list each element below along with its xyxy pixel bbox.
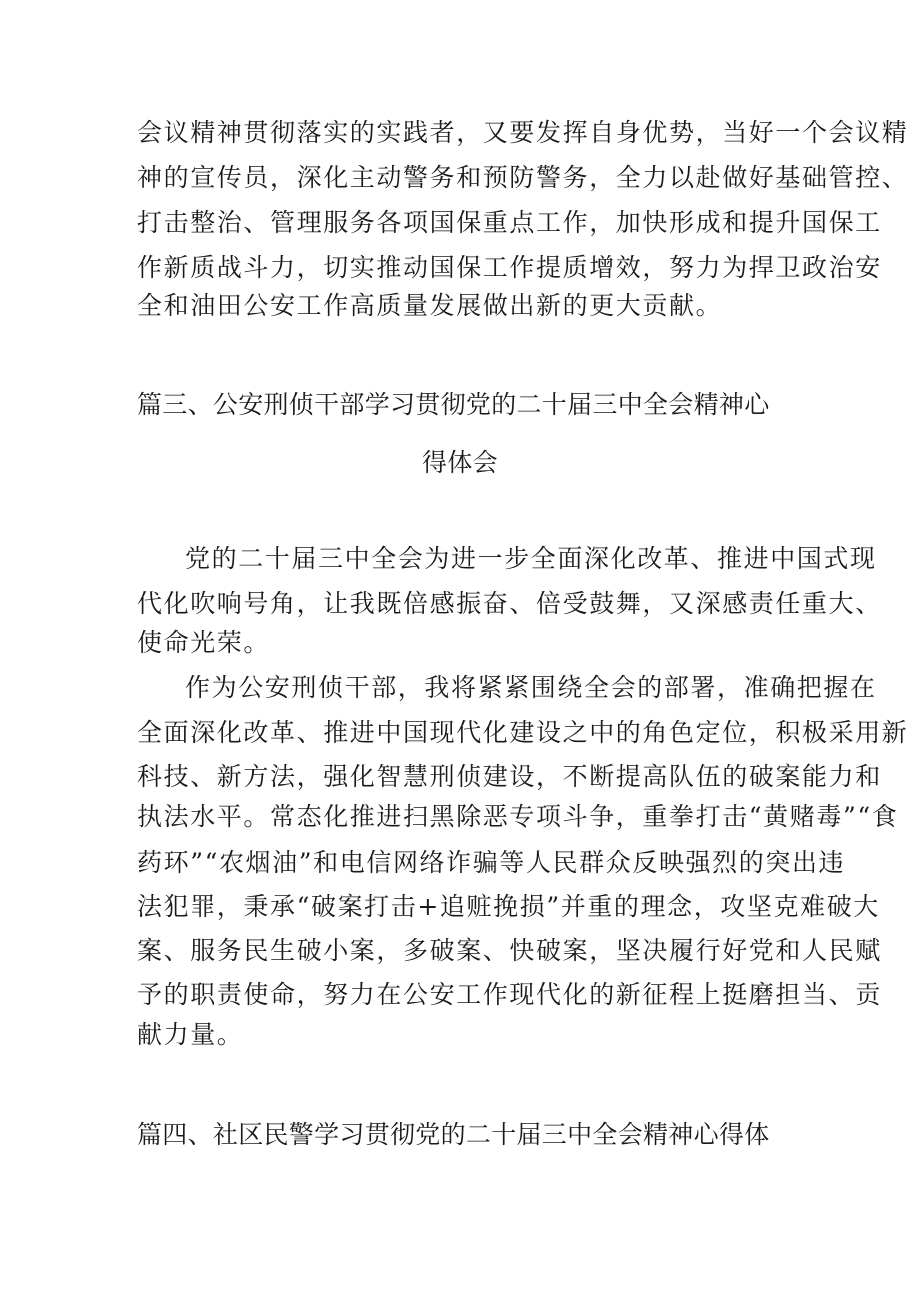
section3-title-line-2: 得体会 [422,448,498,477]
section3-paragraph1-line-2: 代化吹响号角，让我既倍感振奋、倍受鼓舞，又深感责任重大、 [137,589,882,618]
section3-paragraph2-line-3: 科技、新方法，强化智慧刑侦建设，不断提高队伍的破案能力和 [137,762,882,791]
section3-paragraph2-line-4: 执法水平。常态化推进扫黑除恶专项斗争，重拳打击“黄赌毒”“食 [137,802,899,831]
section3-paragraph2-line-9: 献力量。 [137,1020,244,1049]
intro-paragraph-line-2: 神的宣传员，深化主动警务和预防警务，全力以赴做好基础管控、 [137,163,909,192]
intro-paragraph-line-1: 会议精神贯彻落实的实践者，又要发挥自身优势，当好一个会议精 [137,118,909,147]
intro-paragraph-line-3: 打击整治、管理服务各项国保重点工作，加快形成和提升国保工 [137,208,882,237]
intro-paragraph-line-4: 作新质战斗力，切实推动国保工作提质增效，努力为捍卫政治安 [137,253,882,282]
section3-paragraph2-line-8: 予的职责使命，努力在公安工作现代化的新征程上挺磨担当、贡 [137,980,882,1009]
section3-paragraph1-line-1: 党的二十届三中全会为进一步全面深化改革、推进中国式现 [185,544,877,573]
section3-paragraph2-line-6: 法犯罪，秉承“破案打击+追赃挽损”并重的理念，攻坚克难破大 [137,892,880,921]
intro-paragraph-line-5: 全和油田公安工作高质量发展做出新的更大贡献。 [137,291,723,320]
section4-title-line-1: 篇四、社区民警学习贯彻党的二十届三中全会精神心得体 [137,1120,770,1149]
section3-paragraph2-line-5: 药环”“农烟油”和电信网络诈骗等人民群众反映强烈的突出违 [137,848,846,877]
section3-paragraph2-line-1: 作为公安刑侦干部，我将紧紧围绕全会的部署，准确把握在 [185,673,877,702]
section3-paragraph1-line-3: 使命光荣。 [137,628,271,657]
section3-title-line-1: 篇三、公安刑侦干部学习贯彻党的二十届三中全会精神心 [137,390,770,419]
section3-paragraph2-line-7: 案、服务民生破小案，多破案、快破案，坚决履行好党和人民赋 [137,936,882,965]
section3-paragraph2-line-2: 全面深化改革、推进中国现代化建设之中的角色定位，积极采用新 [137,718,909,747]
